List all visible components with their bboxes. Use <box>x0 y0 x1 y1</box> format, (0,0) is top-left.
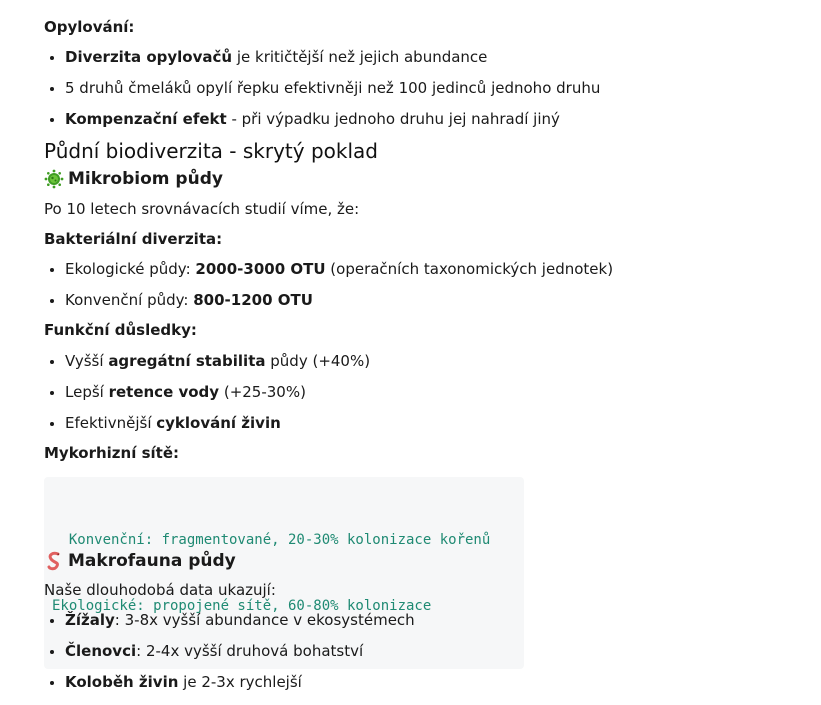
list-item: • Efektivnější cyklování živin <box>65 413 370 433</box>
macrofauna-list <box>44 610 415 692</box>
list-item: • Členovci: 2-4x vyšší druhová bohatství <box>65 641 415 661</box>
code-line: Ekologické: propojené sítě, 60-80% kolonizace <box>52 598 432 614</box>
list-item: • 5 druhů čmeláků opylí řepku efektivněji než 100 jedinců jednoho druhu <box>65 78 600 98</box>
list-item: • Ekologické půdy: 2000-3000 OTU (operačních taxonomických jednotek) <box>65 259 613 279</box>
soil-section-title: Půdní biodiverzita - skrytý poklad <box>44 139 378 163</box>
functional-list <box>44 351 370 433</box>
microbiome-heading-text: Mikrobiom půdy <box>68 169 223 189</box>
microbiome-heading <box>44 167 223 191</box>
macrofauna-heading-text: Makrofauna půdy <box>68 551 236 571</box>
microbiome-intro: Po 10 letech srovnávacích studií víme, že: <box>44 200 360 218</box>
bacterial-heading: Bakteriální diverzita: <box>44 230 223 248</box>
list-item: • Koloběh živin je 2-3x rychlejší <box>65 672 415 692</box>
list-item: • Lepší retence vody (+25-30%) <box>65 382 370 402</box>
mycorrhiza-heading: Mykorhizní sítě: <box>44 444 179 462</box>
functional-heading: Funkční důsledky: <box>44 321 197 339</box>
pollination-heading: Opylování: <box>44 18 135 36</box>
list-item: • Žížaly: 3-8x vyšší abundance v ekosystémech <box>65 610 415 630</box>
list-item: • Diverzita opylovačů je kritičtější než jejich abundance <box>65 47 600 67</box>
bacterial-list <box>44 259 613 310</box>
code-line: Konvenční: fragmentované, 20-30% kolonizace kořenů <box>52 532 491 548</box>
pollination-list <box>44 47 600 129</box>
microbe-icon <box>44 169 64 189</box>
list-item: • Vyšší agregátní stabilita půdy (+40%) <box>65 351 370 371</box>
worm-icon <box>44 551 64 571</box>
list-item: • Kompenzační efekt - při výpadku jednoho druhu jej nahradí jiný <box>65 109 600 129</box>
list-item: • Konvenční půdy: 800-1200 OTU <box>65 290 613 310</box>
macrofauna-heading <box>44 549 236 573</box>
macrofauna-intro: Naše dlouhodobá data ukazují: <box>44 581 276 599</box>
